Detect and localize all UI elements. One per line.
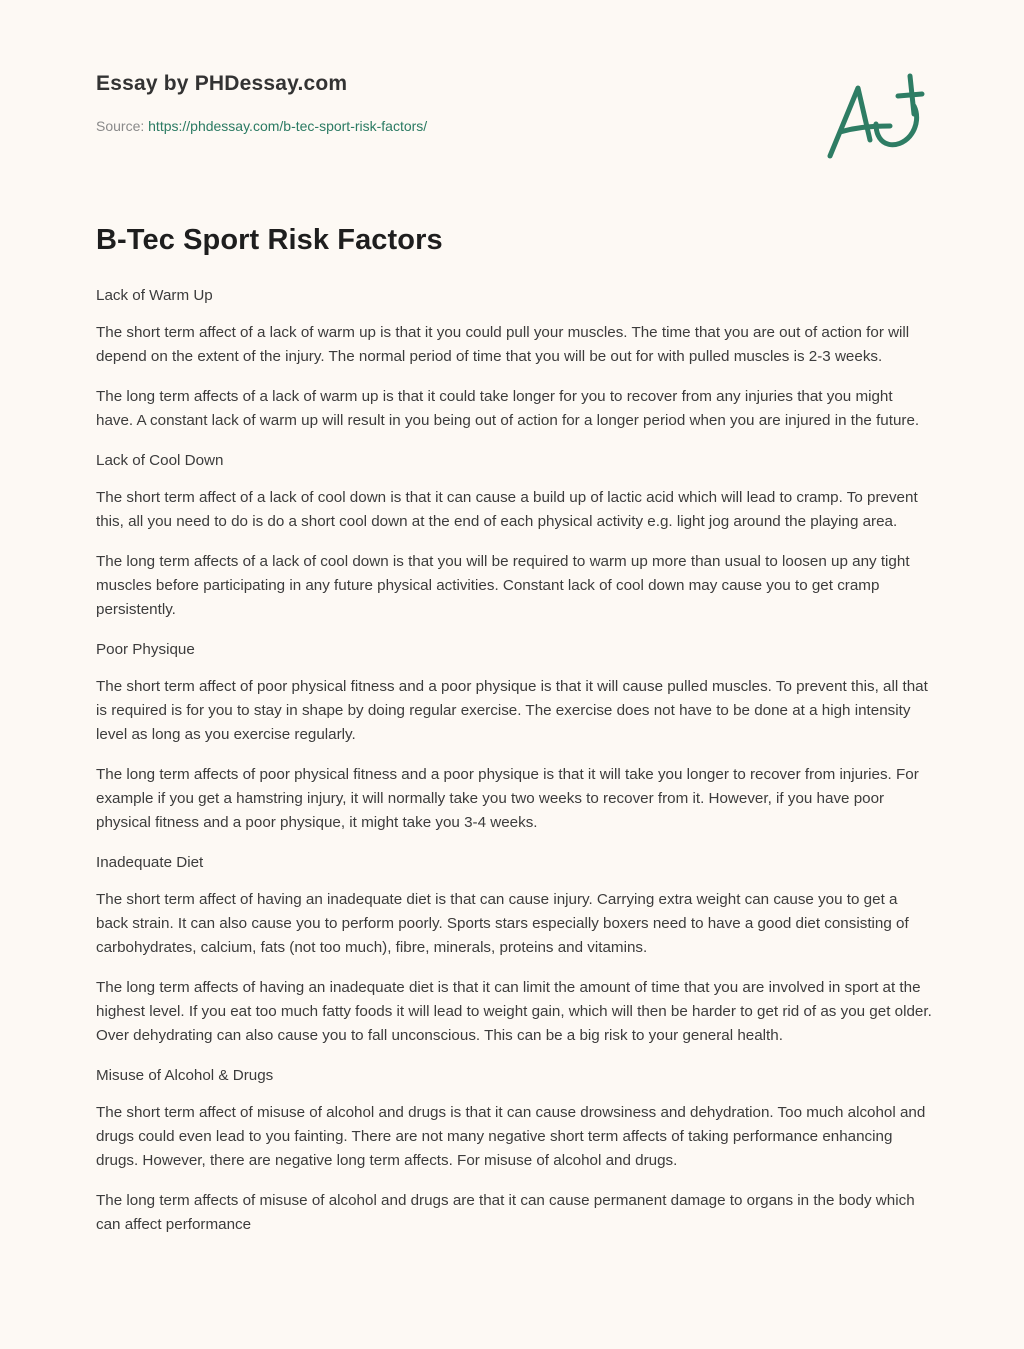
paragraph: The short term affect of a lack of warm up is that it you could pull your muscles. The time that you are out of action for will depend on the extent of the injury. The normal period of time that you will be out for with pulled muscles is 2-3 weeks.	[96, 324, 910, 365]
paragraph: The long term affects of having an inadequate diet is that it can limit the amount of time that you are involved in sport at the highest level. If you eat too much fatty foods it will lead to weight gain, which will then be harder to get rid of as you get older. Over dehydrating can also cause you to fall unconscious. This can be a big risk to your general health.	[96, 979, 932, 1044]
article-title: B-Tec Sport Risk Factors	[96, 224, 443, 256]
paragraph: The long term affects of a lack of warm up is that it could take longer for you to recover from any injuries that you might have. A constant lack of warm up will result in you being out of action for a longer period when you are injured in the future.	[96, 388, 920, 429]
source-line	[96, 118, 928, 134]
paragraph: The long term affects of poor physical fitness and a poor physique is that it will take you longer to recover from injuries. For example if you get a hamstring injury, it will normally take you two weeks to recover from it. However, if you have poor physical fitness and a poor physique, it might take you 3-4 weeks.	[96, 766, 919, 831]
paragraph: The short term affect of a lack of cool down is that it can cause a build up of lactic acid which will lead to cramp. To prevent this, all you need to do is do a short cool down at the end of each physical activity e.g. light jog around the playing area.	[96, 489, 918, 530]
site-brand: Essay by PHDessay.com	[96, 72, 348, 95]
source-link[interactable]: https://phdessay.com/b-tec-sport-risk-factors/	[148, 118, 428, 134]
section-heading: Inadequate Diet	[96, 854, 204, 871]
paragraph: The short term affect of poor physical fitness and a poor physique is that it will cause pulled muscles. To prevent this, all that is required is for you to stay in shape by doing regular exercise. The exercise does not have to be done at a high intensity level as long as you exercise regularly.	[96, 678, 928, 743]
a-plus-grade-icon	[818, 64, 936, 168]
document-header	[96, 72, 928, 134]
paragraph: The long term affects of a lack of cool down is that you will be required to warm up more than usual to loosen up any tight muscles before participating in any future physical activities. Constant lack of cool down may cause you to get cramp persistently.	[96, 553, 910, 618]
section-heading: Lack of Warm Up	[96, 287, 213, 304]
paragraph: The short term affect of misuse of alcohol and drugs is that it can cause drowsiness and dehydration. Too much alcohol and drugs could even lead to you fainting. There are not many negative short term affects of taking performance enhancing drugs. However, there are negative long term affects. For misuse of alcohol and drugs.	[96, 1104, 926, 1169]
source-label: Source:	[96, 118, 145, 134]
section-heading: Misuse of Alcohol & Drugs	[96, 1067, 274, 1084]
article-body	[96, 284, 932, 1253]
section-heading: Poor Physique	[96, 641, 195, 658]
section-heading: Lack of Cool Down	[96, 452, 224, 469]
paragraph: The long term affects of misuse of alcohol and drugs are that it can cause permanent damage to organs in the body which can affect performance	[96, 1192, 915, 1233]
paragraph: The short term affect of having an inadequate diet is that can cause injury. Carrying extra weight can cause you to get a back strain. It can also cause you to perform poorly. Sports stars especially boxers need to have a good diet consisting of carbohydrates, calcium, fats (not too much), fibre, minerals, proteins and vitamins.	[96, 891, 909, 956]
